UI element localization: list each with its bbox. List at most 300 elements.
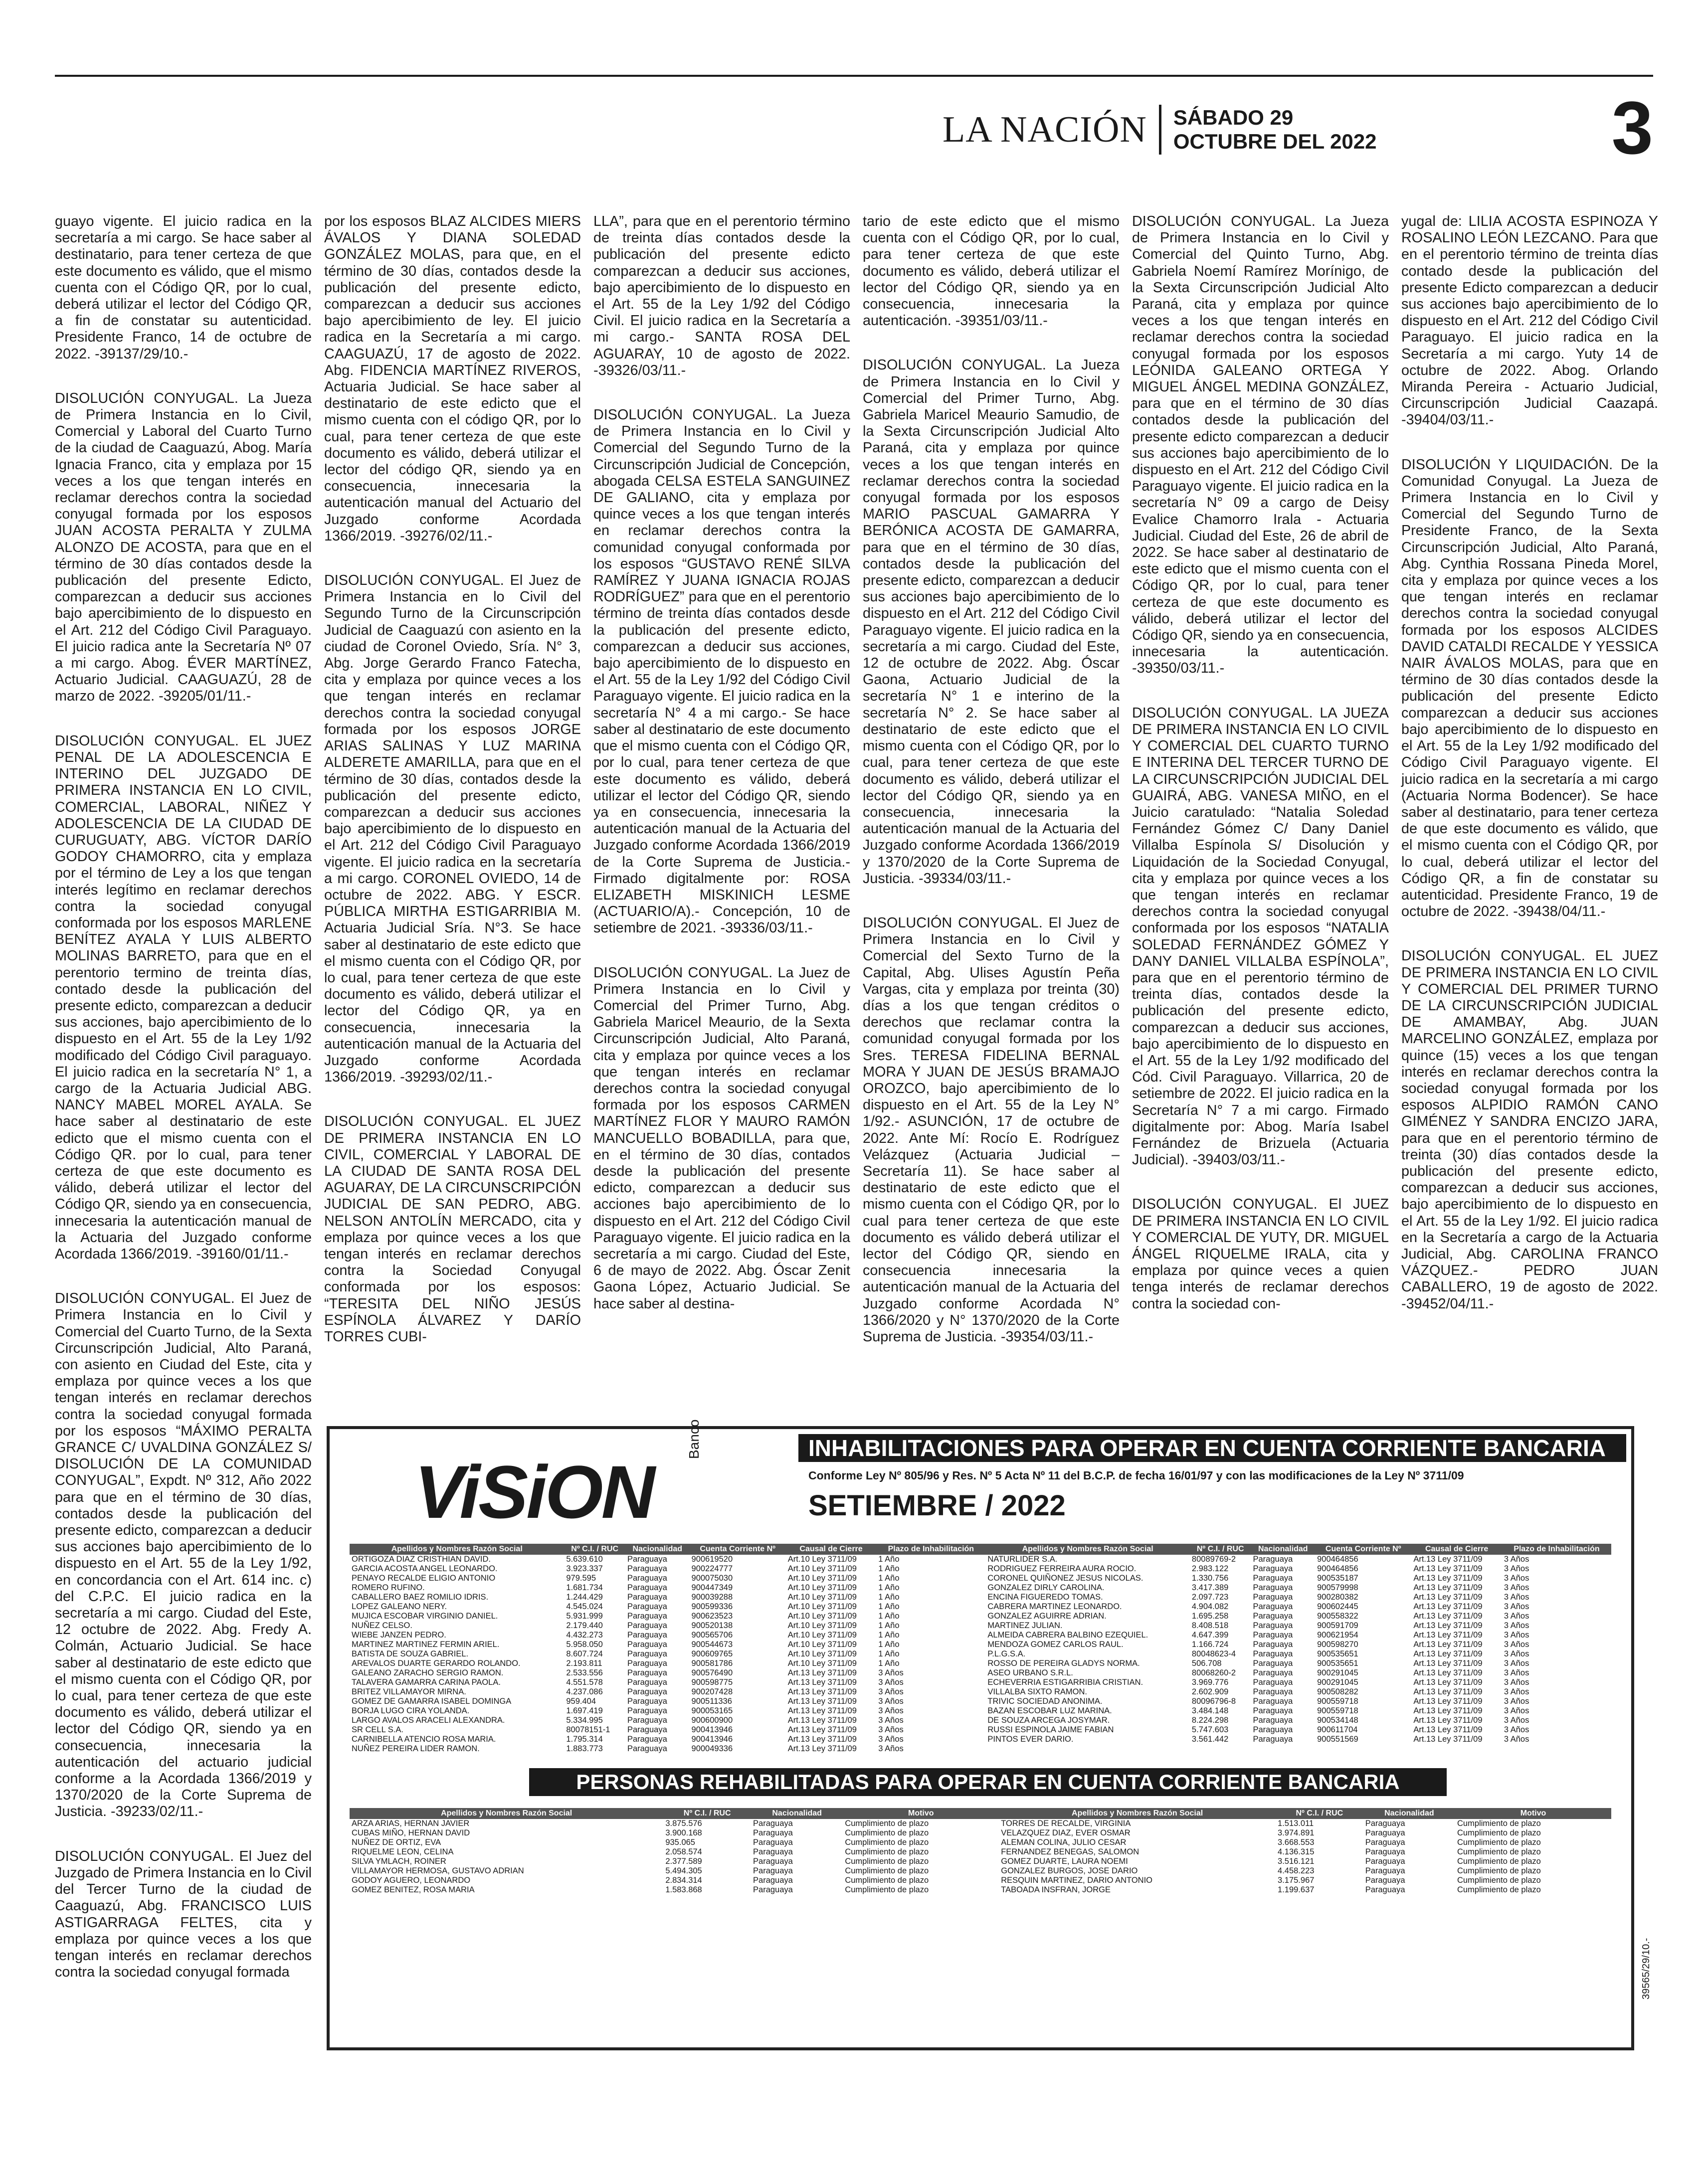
table-cell: 2.193.811 (566, 1659, 602, 1668)
table-cell: 3 Años (1504, 1564, 1529, 1573)
table-cell: Paraguaya (1253, 1659, 1293, 1668)
table-cell: Art.13 Ley 3711/09 (787, 1716, 857, 1725)
table-cell: Paraguaya (627, 1678, 667, 1687)
table-cell: Paraguaya (627, 1716, 667, 1725)
table-cell: Art.10 Ley 3711/09 (787, 1564, 857, 1573)
table-cell: 1 Año (878, 1564, 900, 1573)
table-cell: Art.13 Ley 3711/09 (787, 1744, 857, 1753)
table-cell: Cumplimiento de plazo (1457, 1876, 1541, 1885)
table-row (350, 1885, 1611, 1895)
table-cell: GONZALEZ AGUIRRE ADRIAN. (987, 1612, 1107, 1621)
table-cell: 900600900 (691, 1716, 733, 1725)
table-cell: BAZAN ESCOBAR LUZ MARINA. (987, 1706, 1112, 1715)
table-cell: Cumplimiento de plazo (845, 1819, 929, 1828)
table-cell: Paraguaya (1253, 1735, 1293, 1744)
notice-paragraph: DISOLUCIÓN CONYUGAL. El Juez de Primera Instancia en lo Civil y Comercial del Sexto Turno de la Capital, Abg. Ulises Agustín Peña Vargas, cita y emplaza por treinta (30) días a los que tengan créditos o derechos que reclamar contra la comunidad conyugal formada por los Sres. TERESA FIDELINA BERNAL MORA Y JUAN DE JESÚS BRAMAJO OROZCO, bajo apercibimiento de lo dispuesto en el Art. 55 de la Ley N° 1/92.- ASUNCIÓN, 17 de octubre de 2022. Ante Mí: Rocío E. Rodríguez Velázquez (Actuaria Judicial – Secretaría 11). Se hace saber al destinatario de este edicto que el mismo cuenta con el Código QR, por lo cual para tener certeza de que este documento es válido deberá utilizar el lector del Código QR, siendo en consecuencia innecesaria la autenticación manual de la Actuaria del Juzgado conforme Acordada N° 1366/2020 y N° 1370/2020 de la Corte Suprema de Justicia. -39354/03/11.- (863, 914, 1120, 1345)
table-cell: Paraguaya (753, 1857, 793, 1866)
table-row (350, 1602, 1611, 1612)
table-cell: Paraguaya (753, 1885, 793, 1894)
table-cell: 1 Año (878, 1649, 900, 1658)
notice-paragraph: DISOLUCIÓN Y LIQUIDACIÓN. De la Comunidad Conyugal. La Jueza de Primera Instancia en lo Civil y Comercial del Segundo Turno de Presidente Franco, de la Sexta Circunscripción Judicial, Alto Paraná, Abg. Cynthia Rossana Pineda Morel, cita y emplaza por quince veces a los que tengan interés en reclamar derechos contra la sociedad conyugal formada por los esposos ALCIDES DAVID CATALDI RECALDE Y YESSICA NAIR ÁVALOS MOLAS, para que en término de 30 días contados desde la publicación del presente Edicto comparezcan a deducir sus acciones bajo apercibimiento de lo dispuesto en el Art. 55 de la Ley 1/92 modificado del Código Civil Paraguayo vigente. El juicio radica en la secretaría a mi cargo (Actuaria Norma Bodencer). Se hace saber al destinatario, para tener certeza de que este documento es válido, que el mismo cuenta con el Código QR, por lo cual, deberá utilizar el lector del Código QR, a fin de constatar su autenticidad. Presidente Franco, 19 de octubre de 2022. -39438/04/11.- (1401, 456, 1658, 920)
table-row (350, 1574, 1611, 1583)
table-cell: 900581786 (691, 1659, 733, 1668)
table-cell: 900413946 (691, 1735, 733, 1744)
table-cell: 1.330.756 (1191, 1574, 1229, 1583)
table-row (350, 1857, 1611, 1866)
table-cell: Art.13 Ley 3711/09 (1413, 1612, 1483, 1621)
table-cell: Paraguaya (1365, 1866, 1405, 1875)
table-row (350, 1640, 1611, 1649)
table-header: Nº C.I. / RUC (1190, 1544, 1251, 1555)
table-cell: Art.13 Ley 3711/09 (1413, 1574, 1483, 1583)
table-cell: 900621954 (1317, 1631, 1358, 1639)
table-cell: Paraguaya (1253, 1555, 1293, 1564)
table-row (350, 1838, 1611, 1847)
table-cell: 900551569 (1317, 1735, 1358, 1744)
table-cell: 2.602.909 (1191, 1687, 1229, 1696)
table-cell: Art.10 Ley 3711/09 (787, 1555, 857, 1564)
table-cell: 900049336 (691, 1744, 733, 1753)
table-cell: 900598775 (691, 1678, 733, 1687)
table-cell: 900464856 (1317, 1555, 1358, 1564)
table-cell: 80089769-2 (1191, 1555, 1236, 1564)
table-cell: 900535651 (1317, 1659, 1358, 1668)
table-cell: ASEO URBANO S.R.L. (987, 1668, 1073, 1677)
table-cell: CUBAS MIÑO, HERNAN DAVID (352, 1828, 470, 1837)
table-header: Nº C.I. / RUC (663, 1808, 751, 1819)
table-cell: Art.13 Ley 3711/09 (1413, 1593, 1483, 1602)
date-line-2: OCTUBRE DEL 2022 (1173, 130, 1377, 153)
table-cell: Paraguaya (627, 1564, 667, 1573)
table-cell: 900464856 (1317, 1564, 1358, 1573)
notice-paragraph: guayo vigente. El juicio radica en la secretaría a mi cargo. Se hace saber al destinatario, para tener certeza de que este documento es válido, que el mismo cuenta con el Código QR, por lo cual, deberá utilizar el lector del Código QR, a fin de constatar su autenticidad. Presidente Franco, 14 de octubre de 2022. -39137/29/10.- (55, 213, 312, 362)
table-cell: 5.494.305 (665, 1866, 702, 1875)
table-cell: 3 Años (878, 1716, 904, 1725)
table-cell: 3.175.967 (1278, 1876, 1315, 1885)
table-cell: 1.795.314 (566, 1735, 603, 1744)
table-cell: 80068260-2 (1191, 1668, 1236, 1677)
table-cell: 1 Año (878, 1583, 900, 1592)
table-cell: 1 Año (878, 1621, 900, 1630)
table-row (350, 1828, 1611, 1838)
table-cell: 3 Años (1504, 1602, 1529, 1611)
table-cell: GONZALEZ BURGOS, JOSE DARIO (1001, 1866, 1138, 1875)
table-cell: NATURLIDER S.A. (987, 1555, 1058, 1564)
table-cell: 900508282 (1317, 1687, 1358, 1696)
table-cell: Cumplimiento de plazo (845, 1866, 929, 1875)
table-cell: 900602445 (1317, 1602, 1358, 1611)
table-cell: 4.545.024 (566, 1602, 603, 1611)
table-header: Causal de Cierre (786, 1544, 877, 1555)
table-cell: 80096796-8 (1191, 1697, 1236, 1706)
table-row (350, 1649, 1611, 1659)
table-header: Nº C.I. / RUC (1276, 1808, 1363, 1819)
table-cell: 4.904.082 (1191, 1602, 1229, 1611)
table-cell: 3.417.389 (1191, 1583, 1229, 1592)
table-cell: GODOY AGUERO, LEONARDO (352, 1876, 471, 1885)
table-cell: Paraguaya (1365, 1847, 1405, 1856)
table-cell: Paraguaya (1365, 1876, 1405, 1885)
table-cell: Art.10 Ley 3711/09 (787, 1631, 857, 1639)
table-cell: Paraguaya (627, 1725, 667, 1734)
table-cell: 2.097.723 (1191, 1593, 1229, 1602)
table-cell: 80078151-1 (566, 1725, 610, 1734)
table-cell: 1.513.011 (1278, 1819, 1314, 1828)
table-row (350, 1876, 1611, 1885)
table-cell: 900591709 (1317, 1621, 1358, 1630)
table-cell (985, 1744, 1190, 1754)
notice-paragraph: DISOLUCIÓN CONYUGAL. La Jueza de Primera Instancia en lo Civil y Comercial del Quinto Turno, Abg. Gabriela Noemí Ramírez Morínigo, de la Sexta Circunscripción Judicial Alto Paraná, cita y emplaza por quince veces a los que tengan interés en reclamar derechos contra la sociedad conyugal formada por los esposos LEÓNIDA GALEANO ORTEGA Y MIGUEL ÁNGEL MEDINA GONZÁLEZ, para que en el término de 30 días contados desde la publicación del presente edicto comparezcan a deducir sus acciones bajo apercibimiento de lo dispuesto en el Art. 212 del Código Civil Paraguayo vigente. El juicio radica en la secretaría N° 09 a cargo de Deisy Evalice Chamorro Irala - Actuaria Judicial. Ciudad del Este, 26 de abril de 2022. Se hace saber al destinatario de este edicto que el mismo cuenta con el Código QR, por lo cual, para tener certeza de que este documento es válido, deberá utilizar el lector del Código QR, siendo ya en consecuencia, innecesaria la autenticación. -39350/03/11.- (1132, 213, 1389, 677)
table-cell: 3 Años (1504, 1678, 1529, 1687)
table-cell: 8.224.298 (1191, 1716, 1229, 1725)
table-cell: Art.10 Ley 3711/09 (787, 1649, 857, 1658)
table-cell: 900559718 (1317, 1706, 1358, 1715)
table-cell: Cumplimiento de plazo (1457, 1838, 1541, 1847)
table-cell: 3 Años (878, 1678, 904, 1687)
table-cell: 3.516.121 (1278, 1857, 1315, 1866)
table-cell: 3 Años (1504, 1668, 1529, 1677)
table-cell: 4.237.086 (566, 1687, 603, 1696)
table-cell: 4.647.399 (1191, 1631, 1229, 1639)
table-cell: Art.13 Ley 3711/09 (1413, 1640, 1483, 1649)
table-cell: RIQUELME LEON, CELINA (352, 1847, 454, 1856)
column-4 (863, 213, 1120, 1373)
table-cell: 3 Años (1504, 1735, 1529, 1744)
table-cell: 1 Año (878, 1612, 900, 1621)
table-header: Cuenta Corriente Nº (1315, 1544, 1411, 1555)
table-row (350, 1593, 1611, 1602)
table-cell: Paraguaya (627, 1640, 667, 1649)
table-cell: 3 Años (878, 1697, 904, 1706)
table-cell: VILLAMAYOR HERMOSA, GUSTAVO ADRIAN (352, 1866, 524, 1875)
table-cell: DE SOUZA ARCEGA JOSYMAR. (987, 1716, 1110, 1725)
table-cell: BRITEZ VILLAMAYOR MIRNA. (352, 1687, 466, 1696)
table-row (350, 1678, 1611, 1687)
table-cell: 1 Año (878, 1555, 900, 1564)
table-cell: RODRIGUEZ FERREIRA AURA ROCIO. (987, 1564, 1137, 1573)
table-cell: NUÑEZ PEREIRA LIDER RAMON. (352, 1744, 480, 1753)
table-cell: 1 Año (878, 1574, 900, 1583)
table-cell (1502, 1744, 1611, 1754)
table-cell: Paraguaya (627, 1593, 667, 1602)
table-cell: Paraguaya (1253, 1678, 1293, 1687)
table-cell: Art.13 Ley 3711/09 (1413, 1583, 1483, 1592)
table-cell: Art.10 Ley 3711/09 (787, 1659, 857, 1668)
table-cell: 3 Años (1504, 1621, 1529, 1630)
table-cell: 900558322 (1317, 1612, 1358, 1621)
notice-paragraph: DISOLUCIÓN CONYUGAL. El Juez de Primera Instancia en lo Civil y Comercial del Cuarto Turno, de la Sexta Circunscripción Judicial, Alto Paraná, con asiento en Ciudad del Este, cita y emplaza por quince veces a los que tengan interés en reclamar derechos contra la sociedad conyugal formada por los esposos “MÁXIMO PERALTA GRANCE C/ UVALDINA GONZÁLEZ S/ DISOLUCIÓN DE LA COMUNIDAD CONYUGAL”, Expdt. Nº 312, Año 2022 para que en el término de 30 días, contados desde la publicación del presente edicto, comparezcan a deducir sus acciones bajo apercibimiento de lo dispuesto en el Art. 55 de la Ley 1/92, en concordancia con el Art. 614 inc. c) del C.P.C. El juicio radica en la secretaría a mi cargo. Ciudad del Este, 12 octubre de 2022. Abg. Fredy A. Colmán, Actuario Judicial. Se hace saber al destinatario de este edicto que el mismo cuenta con el Código QR, por lo cual, para tener certeza de que este documento es válido, deberá utilizar el lector del Código QR, siendo ya en consecuencia, innecesaria la autenticación del actuario judicial conforme a la Acordada 1366/2019 y 1370/2020 de la Corte Suprema de Justicia. -39233/02/11.- (55, 1290, 312, 1820)
table-cell: 3 Años (1504, 1583, 1529, 1592)
table-cell: Paraguaya (753, 1838, 793, 1847)
table-cell: 1.166.724 (1191, 1640, 1229, 1649)
table-cell: 900511336 (691, 1697, 732, 1706)
table-header: Motivo (843, 1808, 999, 1819)
table-cell: ARZA ARIAS, HERNAN JAVIER (352, 1819, 470, 1828)
table-cell: GALEANO ZARACHO SERGIO RAMON. (352, 1668, 504, 1677)
table-cell: SILVA YMLACH, ROINER (352, 1857, 446, 1866)
table-cell: 5.958.050 (566, 1640, 603, 1649)
table-cell: 900609765 (691, 1649, 733, 1658)
table-cell: 900535651 (1317, 1649, 1358, 1658)
table-cell: Paraguaya (627, 1631, 667, 1639)
table-cell: RUSSI ESPINOLA JAIME FABIAN (987, 1725, 1114, 1734)
notice-paragraph: DISOLUCIÓN CONYUGAL. LA JUEZA DE PRIMERA INSTANCIA EN LO CIVIL Y COMERCIAL DEL CUARTO TURNO E INTERINA DEL TERCER TURNO DE LA CIRCUNSCRIPCIÓN JUDICIAL DEL GUAIRÁ, ABG. VANESA MIÑO, en el Juicio caratulado: “Natalia Soledad Fernández Gómez C/ Dany Daniel Villalba Espínola S/ Disolución y Liquidación de la Sociedad Conyugal, cita y emplaza por quince veces a los que tengan interés en reclamar derechos contra la sociedad conyugal conformada por los esposos “NATALIA SOLEDAD FERNÁNDEZ GÓMEZ Y DANY DANIEL VILLALBA ESPÍNOLA”, para que en el perentorio término de treinta días, contados desde la publicación del presente edicto, comparezcan a deducir sus acciones, bajo apercibimiento de lo dispuesto en el Art. 55 de la Ley 1/92 modificado del Cód. Civil Paraguayo. Villarrica, 20 de setiembre de 2022. El juicio radica en la Secretaría N° 7 a mi cargo. Firmado digitalmente por: Abog. María Isabel Fernández de Brizuela (Actuaria Judicial). -39403/03/11.- (1132, 705, 1389, 1168)
table-cell: 3 Años (1504, 1640, 1529, 1649)
table-cell: 3 Años (1504, 1706, 1529, 1715)
notice-paragraph: tario de este edicto que el mismo cuenta con el Código QR, por lo cual, para tener certeza de que este documento es válido, deberá utilizar el lector del Código QR, siendo ya en consecuencia, innecesaria la autenticación. -39351/03/11.- (863, 213, 1120, 329)
table-cell: Art.10 Ley 3711/09 (787, 1640, 857, 1649)
table-cell: MARTINEZ MARTINEZ FERMIN ARIEL. (352, 1640, 500, 1649)
table-cell: Paraguaya (1365, 1885, 1405, 1894)
table-cell: Cumplimiento de plazo (1457, 1847, 1541, 1856)
table-cell: GOMEZ DE GAMARRA ISABEL DOMINGA (352, 1697, 512, 1706)
table-cell: BATISTA DE SOUZA GABRIEL. (352, 1649, 469, 1658)
top-rule (55, 75, 1653, 77)
table-cell: 1.244.429 (566, 1593, 603, 1602)
table-cell: Paraguaya (627, 1706, 667, 1715)
table-cell: 1.681.734 (566, 1583, 603, 1592)
table-cell: LARGO AVALOS ARACELI ALEXANDRA. (352, 1716, 505, 1725)
notice-paragraph: DISOLUCIÓN CONYUGAL. EL JUEZ DE PRIMERA INSTANCIA EN LO CIVIL, COMERCIAL Y LABORAL DE LA CIUDAD DE SANTA ROSA DEL AGUARAY, DE LA CIRCUNSCRIPCIÓN JUDICIAL DE SAN PEDRO, ABG. NELSON ANTOLÍN MERCADO, cita y emplaza por quince veces a los que tengan interés en reclamar derechos contra la Sociedad Conyugal conformada por los esposos: “TERESITA DEL NIÑO JESÚS ESPÍNOLA ÁLVAREZ Y DARÍO TORRES CUBI- (324, 1113, 581, 1345)
table-cell: 979.595 (566, 1574, 596, 1583)
table-cell: PENAYO RECALDE ELIGIO ANTONIO (352, 1574, 496, 1583)
table-cell: 8.607.724 (566, 1649, 603, 1658)
notice-paragraph: DISOLUCIÓN CONYUGAL. La Jueza de Primera Instancia en lo Civil, Comercial y Laboral del Cuarto Turno de la ciudad de Caaguazú, Abog. María Ignacia Franco, cita y emplaza por 15 veces a los que tengan interés en reclamar derechos contra la sociedad conyugal formada por los esposos JUAN ACOSTA PERALTA Y ZULMA ALONZO DE ACOSTA, para que en el término de 30 días contados desde la publicación del presente Edicto, comparezcan a deducir sus acciones bajo apercibimiento de lo dispuesto en el Art. 212 del Código Civil Paraguayo. El juicio radica ante la Secretaría Nº 07 a mi cargo. Abog. ÉVER MARTÍNEZ, Actuario Judicial. CAAGUAZÚ, 28 de marzo de 2022. -39205/01/11.- (55, 390, 312, 705)
table-cell: VELAZQUEZ DIAZ, EVER OSMAR (1001, 1828, 1131, 1837)
notice-paragraph: LLA”, para que en el perentorio término de treinta días contados desde la publicación del presente edicto comparezcan a deducir sus acciones, bajo apercibimiento de lo dispuesto en el Art. 55 de la Ley 1/92 del Código Civil. El juicio radica en la Secretaría a mi cargo.- SANTA ROSA DEL AGUARAY, 10 de agosto de 2022. -39326/03/11.- (593, 213, 850, 378)
table-cell: 3 Años (1504, 1593, 1529, 1602)
table-cell: Art.13 Ley 3711/09 (1413, 1678, 1483, 1687)
table-cell: GOMEZ DUARTE, LAURA NOEMI (1001, 1857, 1128, 1866)
table-cell: Paraguaya (627, 1668, 667, 1677)
ad-reference-code: 39565/29/10.- (1641, 1938, 1652, 1999)
table-cell: Paraguaya (1365, 1819, 1405, 1828)
issue-date (1173, 106, 1377, 154)
table-cell: 3 Años (878, 1668, 904, 1677)
table-cell: 900559718 (1317, 1697, 1358, 1706)
table-cell: 3 Años (1504, 1725, 1529, 1734)
table-header: Plazo de Inhabilitación (876, 1544, 985, 1555)
table-cell: Cumplimiento de plazo (845, 1876, 929, 1885)
rehabilitadas-banner: PERSONAS REHABILITADAS PARA OPERAR EN CUENTA CORRIENTE BANCARIA (529, 1768, 1447, 1796)
table-cell: Art.10 Ley 3711/09 (787, 1574, 857, 1583)
table-header: Causal de Cierre (1411, 1544, 1502, 1555)
table-cell: 3 Años (878, 1706, 904, 1715)
table-cell: Paraguaya (1253, 1631, 1293, 1639)
table-cell: 3 Años (1504, 1555, 1529, 1564)
table-cell: 900623523 (691, 1612, 733, 1621)
ad-header (330, 1419, 1631, 1534)
table-cell: Art.13 Ley 3711/09 (787, 1668, 857, 1677)
column-1 (55, 213, 312, 2008)
table-cell: Art.13 Ley 3711/09 (1413, 1706, 1483, 1715)
table-cell: Art.13 Ley 3711/09 (787, 1735, 857, 1744)
table-cell: PINTOS EVER DARIO. (987, 1735, 1074, 1744)
table-cell: MENDOZA GOMEZ CARLOS RAUL. (987, 1640, 1124, 1649)
vision-logo: ViSiON (414, 1450, 653, 1534)
notice-paragraph: DISOLUCIÓN CONYUGAL. La Juez de Primera Instancia en lo Civil y Comercial del Primer Turno, Abg. Gabriela Maricel Meaurio, de la Sexta Circunscripción Judicial, Alto Paraná, cita y emplaza por quince veces a los que tengan interés en reclamar derechos contra la sociedad conyugal formada por los esposos CARMEN MARTÍNEZ FLOR Y MAURO RAMÓN MANCUELLO BOBADILLA, para que, en el término de 30 días, contados desde la publicación del presente edicto, comparezcan a deducir sus acciones bajo apercibimiento de lo dispuesto en el Art. 212 del Código Civil Paraguayo vigente. El juicio radica en la secretaría a mi cargo. Ciudad del Este, 6 de mayo de 2022. Abg. Óscar Zenit Gaona López, Actuario Judicial. Se hace saber al destina- (593, 964, 850, 1312)
table-cell: 5.747.603 (1191, 1725, 1229, 1734)
table-cell: Cumplimiento de plazo (1457, 1866, 1541, 1875)
table-cell: Art.13 Ley 3711/09 (1413, 1725, 1483, 1734)
table-cell: 3 Años (1504, 1649, 1529, 1658)
table-row (350, 1716, 1611, 1725)
table-cell: Cumplimiento de plazo (845, 1828, 929, 1837)
table-cell: 4.458.223 (1278, 1866, 1315, 1875)
table-cell: 900576490 (691, 1668, 733, 1677)
table-cell: Paraguaya (1253, 1583, 1293, 1592)
table-cell: Cumplimiento de plazo (1457, 1885, 1541, 1894)
masthead (943, 102, 1377, 157)
table-cell: Paraguaya (1253, 1716, 1293, 1725)
table-cell: 900535187 (1317, 1574, 1358, 1583)
table-cell: Art.13 Ley 3711/09 (1413, 1716, 1483, 1725)
table-cell: 900598270 (1317, 1640, 1358, 1649)
table-cell: Paraguaya (627, 1612, 667, 1621)
table-cell: NUÑEZ CELSO. (352, 1621, 412, 1630)
table-header: Apellidos y Nombres Razón Social (350, 1544, 564, 1555)
table-cell: P.L.G.S.A. (987, 1649, 1026, 1658)
table-header: Nacionalidad (1251, 1544, 1316, 1555)
column-6 (1401, 213, 1658, 1340)
table-cell: 900413946 (691, 1725, 733, 1734)
page-number: 3 (1611, 86, 1653, 170)
table-cell: 1.883.773 (566, 1744, 603, 1753)
table-cell: Art.10 Ley 3711/09 (787, 1583, 857, 1592)
table-cell: 1 Año (878, 1659, 900, 1668)
table-cell: MARTINEZ JULIAN. (987, 1621, 1063, 1630)
table-cell: Art.13 Ley 3711/09 (1413, 1649, 1483, 1658)
table-row (350, 1583, 1611, 1593)
table-cell: 5.639.610 (566, 1555, 603, 1564)
table-cell: Art.13 Ley 3711/09 (787, 1678, 857, 1687)
table-cell: 900447349 (691, 1583, 733, 1592)
table-cell: Art.13 Ley 3711/09 (1413, 1687, 1483, 1696)
table-cell: 900291045 (1317, 1668, 1358, 1677)
column-2 (324, 213, 581, 1373)
table-cell: 4.551.578 (566, 1678, 603, 1687)
table-cell: ORTIGOZA DIAZ CRISTHIAN DAVID. (352, 1555, 491, 1564)
table-cell: Paraguaya (627, 1744, 667, 1753)
table-cell: Art.10 Ley 3711/09 (787, 1621, 857, 1630)
notice-paragraph: DISOLUCIÓN CONYUGAL. La Jueza de Primera Instancia en lo Civil y Comercial del Primer Turno, Abg. Gabriela Maricel Meaurio Samudio, de la Sexta Circunscripción Judicial Alto Paraná, cita y emplaza por quince veces a los que tengan interés en reclamar derechos contra la sociedad conyugal formada por los esposos MARIO PASCUAL GAMARRA Y BERÓNICA ACOSTA DE GAMARRA, para que en el término de 30 días, contados desde la publicación del presente edicto, comparezcan a deducir sus acciones bajo apercibimiento de lo dispuesto en el Art. 212 del Código Civil Paraguayo vigente. El juicio radica en la secretaría a mi cargo. Ciudad del Este, 12 de octubre de 2022. Abg. Óscar Gaona, Actuario Judicial de la secretaría N° 1 e interino de la secretaría N° 2. Se hace saber al destinatario de este edicto que el mismo cuenta con el Código QR, por lo cual, para tener certeza de que este documento es válido, deberá utilizar el lector del Código QR, siendo ya en consecuencia, innecesaria la autenticación manual de la Actuaria del Juzgado conforme Acordada 1366/2019 y 1370/2020 de la Corte Suprema de Justicia. -39334/03/11.- (863, 357, 1120, 887)
paper-name: LA NACIÓN (943, 109, 1147, 150)
table-row (350, 1687, 1611, 1697)
table-cell: 3.875.576 (665, 1819, 702, 1828)
table-row (350, 1621, 1611, 1631)
bank-advertisement (327, 1419, 1634, 2050)
table-cell: 900224777 (691, 1564, 733, 1573)
table-row (350, 1744, 1611, 1754)
table-row (350, 1706, 1611, 1716)
report-month: SETIEMBRE / 2022 (808, 1489, 1066, 1522)
table-cell: CABALLERO BAEZ ROMILIO IDRIS. (352, 1593, 489, 1602)
table-cell: 3.668.553 (1278, 1838, 1315, 1847)
table-cell: 3.923.337 (566, 1564, 603, 1573)
table-cell: 3.900.168 (665, 1828, 702, 1837)
table-row (350, 1847, 1611, 1857)
table-cell: 5.334.995 (566, 1716, 603, 1725)
table-cell: Art.13 Ley 3711/09 (1413, 1621, 1483, 1630)
table-header: Nacionalidad (751, 1808, 843, 1819)
table-cell: 3.484.148 (1191, 1706, 1229, 1715)
table-cell: 3 Años (878, 1687, 904, 1696)
table-cell: Paraguaya (1253, 1574, 1293, 1583)
table-cell: Art.13 Ley 3711/09 (1413, 1631, 1483, 1639)
table-cell: Art.13 Ley 3711/09 (787, 1725, 857, 1734)
table-cell: Paraguaya (627, 1555, 667, 1564)
table-cell: Paraguaya (1253, 1602, 1293, 1611)
date-line-1: SÁBADO 29 (1173, 106, 1294, 129)
table-cell: Paraguaya (1253, 1621, 1293, 1630)
notice-paragraph: DISOLUCIÓN CONYUGAL. El Juez del Juzgado de Primera Instancia en lo Civil del Tercer Turno de la ciudad de Caaguazú, Abg. FRANCISCO LUIS ASTIGARRAGA FELTES, cita y emplaza por quince veces a los que tengan interés en reclamar derechos contra la sociedad conyugal formada (55, 1848, 312, 1981)
table-cell (1315, 1744, 1411, 1754)
table-cell: 3 Años (1504, 1716, 1529, 1725)
table-cell: BORJA LUGO CIRA YOLANDA. (352, 1706, 470, 1715)
table-cell: LOPEZ GALEANO NERY. (352, 1602, 447, 1611)
table-cell: Art.10 Ley 3711/09 (787, 1612, 857, 1621)
table-cell: AREVALOS DUARTE GERARDO ROLANDO. (352, 1659, 521, 1668)
table-row (350, 1668, 1611, 1678)
table-cell: ROMERO RUFINO. (352, 1583, 425, 1592)
table-header: Nacionalidad (625, 1544, 690, 1555)
table-cell: Paraguaya (1253, 1697, 1293, 1706)
table-cell: 900534148 (1317, 1716, 1358, 1725)
table-header: Motivo (1455, 1808, 1611, 1819)
table-cell: Art.10 Ley 3711/09 (787, 1602, 857, 1611)
table-cell: 900039288 (691, 1593, 733, 1602)
table-cell: 900544673 (691, 1640, 733, 1649)
table-cell: Paraguaya (627, 1687, 667, 1696)
table-header: Apellidos y Nombres Razón Social (985, 1544, 1190, 1555)
table-cell: 935.065 (665, 1838, 695, 1847)
table-header: Nacionalidad (1363, 1808, 1455, 1819)
table-cell: 1 Año (878, 1631, 900, 1639)
table-cell: 1.697.419 (566, 1706, 603, 1715)
table-cell: Cumplimiento de plazo (845, 1885, 929, 1894)
table-cell: 900520138 (691, 1621, 733, 1630)
table-cell: MUJICA ESCOBAR VIRGINIO DANIEL. (352, 1612, 498, 1621)
table-cell: Paraguaya (1253, 1668, 1293, 1677)
table-cell (1251, 1744, 1316, 1754)
table-cell: ECHEVERRIA ESTIGARRIBIA CRISTIAN. (987, 1678, 1143, 1687)
table-header: Plazo de Inhabilitación (1502, 1544, 1611, 1555)
table-cell: Paraguaya (627, 1649, 667, 1658)
table-cell: 900599336 (691, 1602, 733, 1611)
table-cell: 900611704 (1317, 1725, 1358, 1734)
table-cell: Paraguaya (1365, 1857, 1405, 1866)
notice-paragraph: DISOLUCIÓN CONYUGAL. EL JUEZ DE PRIMERA INSTANCIA EN LO CIVIL Y COMERCIAL DEL PRIMER TURNO DE LA CIRCUNSCRIPCIÓN JUDICIAL DE AMAMBAY, Abg. JUAN MARCELINO GONZÁLEZ, emplaza por quince (15) veces a los que tengan interés en reclamar derechos contra la sociedad conyugal formada por los esposos ALPIDIO RAMÓN CANO GIMÉNEZ Y SANDRA ENCIZO JARA, para que en el perentorio término de treinta (30) días contados desde la publicación del presente edicto, comparezcan a deducir sus acciones, bajo apercibimiento de lo dispuesto en el Art. 55 de la Ley 1/92. El juicio radica en la Secretaría a cargo de la Actuaria Judicial, Abg. CAROLINA FRANCO VÁZQUEZ.- PEDRO JUAN CABALLERO, 19 de agosto de 2022. -39452/04/11.- (1401, 948, 1658, 1312)
table-cell: TALAVERA GAMARRA CARINA PAOLA. (352, 1678, 501, 1687)
table-cell: Art.13 Ley 3711/09 (787, 1697, 857, 1706)
column-3 (593, 213, 850, 1340)
table-row (350, 1564, 1611, 1574)
table-cell: Art.13 Ley 3711/09 (1413, 1564, 1483, 1573)
table-cell: Cumplimiento de plazo (845, 1857, 929, 1866)
table-cell: 900291045 (1317, 1678, 1358, 1687)
table-cell: 1.695.258 (1191, 1612, 1229, 1621)
legal-reference: Conforme Ley Nº 805/96 y Res. Nº 5 Acta Nº 11 del B.C.P. de fecha 16/01/97 y con las modificaciones de la Ley Nº 3711/09 (808, 1469, 1464, 1482)
table-cell: TORRES DE RECALDE, VIRGINIA (1001, 1819, 1131, 1828)
table-row (350, 1735, 1611, 1744)
table-cell: Paraguaya (753, 1876, 793, 1885)
table-cell: Cumplimiento de plazo (1457, 1857, 1541, 1866)
table-cell: 1 Año (878, 1593, 900, 1602)
table-cell: Paraguaya (1253, 1593, 1293, 1602)
table-cell: GARCIA ACOSTA ANGEL LEONARDO. (352, 1564, 498, 1573)
table-cell: 2.533.556 (566, 1668, 603, 1677)
column-5 (1132, 213, 1389, 1340)
